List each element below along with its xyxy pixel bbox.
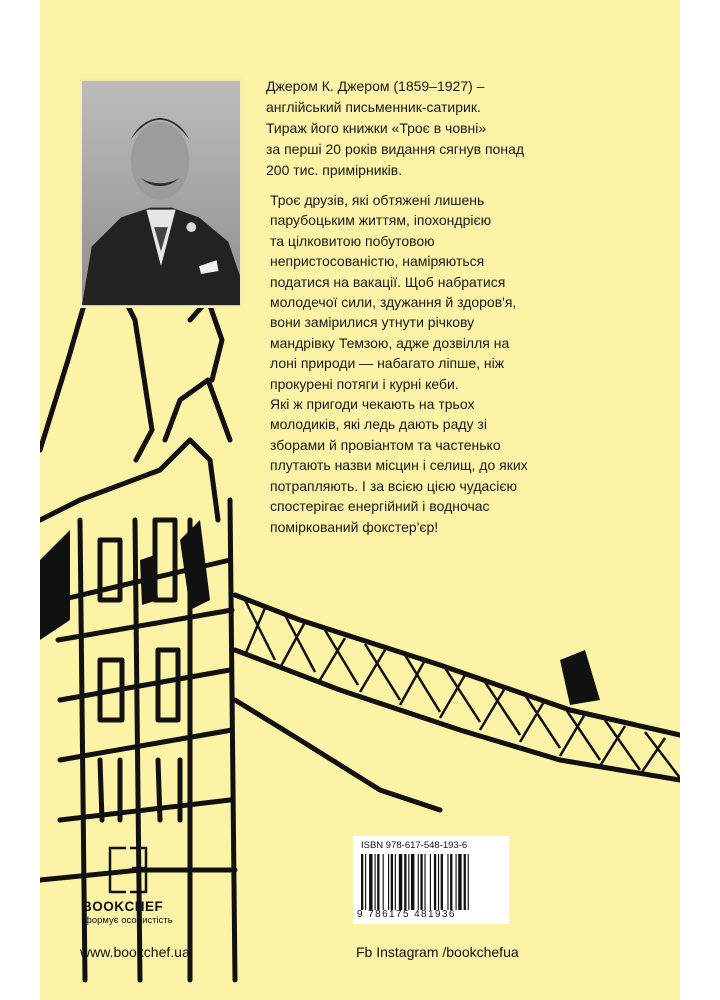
description-line: молодечої сили, здужання й здоров'я, [270, 294, 517, 311]
bio-line: 200 тис. примірників. [266, 162, 403, 178]
publisher-tagline: формує особистість [84, 915, 173, 926]
publisher-social-links[interactable]: Fb Instagram /bookchefua [356, 944, 519, 960]
description-line: мандрівку Темзою, адже дозвілля на [270, 334, 510, 351]
description-line: плутають назви місцин і селищ, до яких [270, 457, 528, 474]
description-line: поміркований фокстер'єр! [270, 518, 439, 535]
isbn-label: ISBN 978-617-548-193-6 [361, 840, 468, 851]
book-back-cover [40, 0, 680, 1000]
bio-line: за перші 20 років видання сягнув понад [266, 141, 525, 157]
bookchef-logo-icon [108, 846, 148, 894]
bio-line: англійський письменник-сатирик. [266, 99, 481, 115]
isbn-barcode-box [353, 836, 509, 924]
publisher-name: BOOKCHEF [82, 899, 164, 914]
description-line: та цілковитою побутовою [270, 232, 435, 249]
author-bio [266, 76, 586, 181]
description-line: потрапляють. І за всією цією чудасією [270, 477, 518, 494]
description-line: прокурені потяги і курні кеби. [270, 375, 459, 392]
publisher-website-link[interactable]: www.bookchef.ua [80, 944, 190, 960]
description-line: зборами й провіантом та частенько [270, 436, 501, 453]
description-line: вони замірилися утнути річкову [270, 314, 475, 331]
description-line: податися на вакації. Щоб набратися [270, 273, 506, 290]
description-line: непристосованістю, наміряються [270, 253, 485, 270]
description-line: лоні природи — набагато ліпше, ніж [270, 355, 505, 372]
bio-line: Тираж його книжки «Троє в човні» [266, 120, 487, 136]
description-line: Які ж пригоди чекають на трьох [270, 396, 475, 413]
barcode-icon [359, 854, 503, 910]
description-line: парубоцьким життям, іпохондрією [270, 212, 492, 229]
description-line: Троє друзів, які обтяжені лишень [270, 192, 485, 208]
book-description [270, 190, 600, 537]
bio-line: Джером К. Джером (1859–1927) – [266, 78, 485, 94]
description-line: спостерігає енергійний і водночас [270, 498, 490, 515]
barcode-number: 9 786175 481936 [357, 909, 456, 920]
author-portrait [80, 78, 242, 308]
description-line: молодиків, які ледь дають раду зі [270, 416, 487, 433]
